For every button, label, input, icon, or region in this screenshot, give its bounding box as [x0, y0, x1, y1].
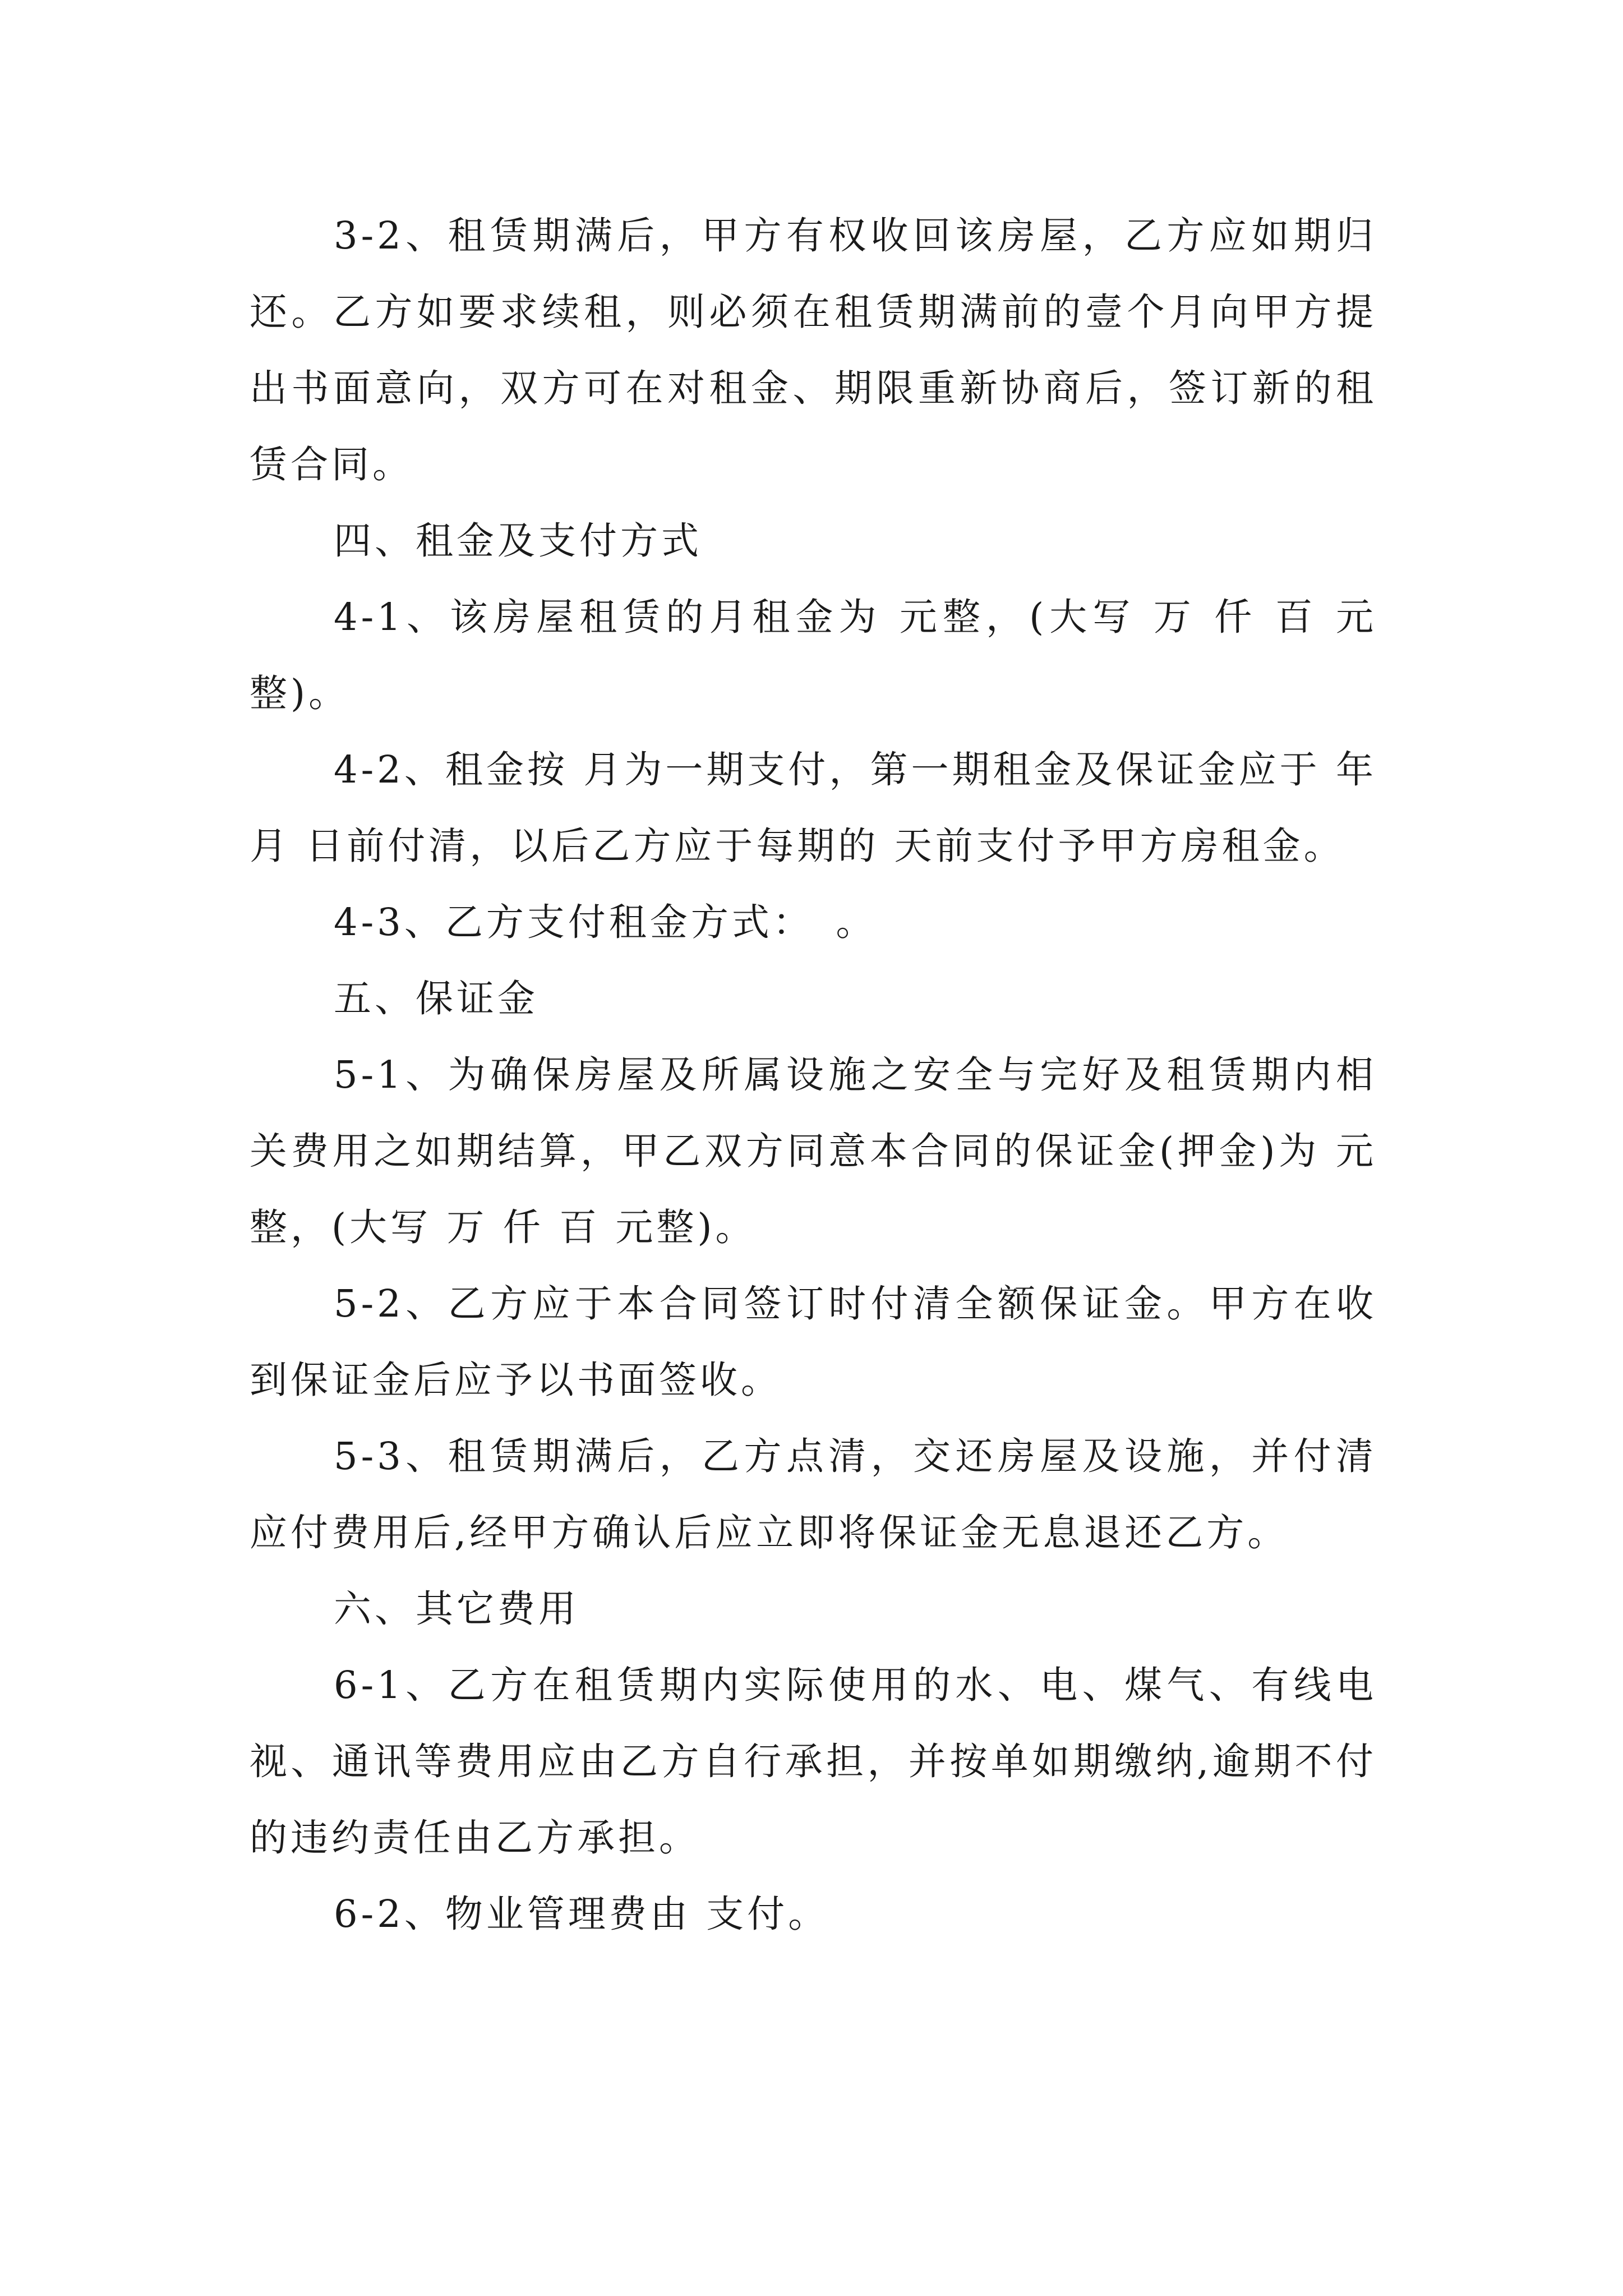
clause-3-2: 3-2、租赁期满后，甲方有权收回该房屋，乙方应如期归还。乙方如要求续租，则必须在租赁期满前的壹个月向甲方提出书面意向，双方可在对租金、期限重新协商后，签订新的租赁合同。 — [250, 214, 1377, 486]
section-heading-other-fees: 六、其它费用 — [334, 1587, 579, 1631]
document-body — [250, 197, 1377, 1952]
clause-6-2: 6-2、物业管理费由 支付。 — [334, 1892, 829, 1936]
clause-5-2: 5-2、乙方应于本合同签订时付清全额保证金。甲方在收到保证金后应予以书面签收。 — [250, 1282, 1377, 1402]
section-heading-rent-payment: 四、租金及支付方式 — [334, 519, 702, 563]
clause-6-1: 6-1、乙方在租赁期内实际使用的水、电、煤气、有线电视、通讯等费用应由乙方自行承担，并按单如期缴纳,逾期不付的违约责任由乙方承担。 — [250, 1663, 1377, 1860]
clause-4-2: 4-2、租金按 月为一期支付，第一期租金及保证金应于 年 月 日前付清，以后乙方应于每期的 天前支付予甲方房租金。 — [250, 748, 1377, 868]
clause-5-3: 5-3、租赁期满后，乙方点清，交还房屋及设施，并付清应付费用后,经甲方确认后应立即将保证金无息退还乙方。 — [250, 1434, 1377, 1554]
clause-4-3: 4-3、乙方支付租金方式： 。 — [334, 900, 877, 944]
section-heading-deposit: 五、保证金 — [334, 977, 538, 1020]
clause-5-1: 5-1、为确保房屋及所属设施之安全与完好及租赁期内相关费用之如期结算，甲乙双方同意本合同的保证金(押金)为 元整，(大写 万 仟 百 元整)。 — [250, 1053, 1377, 1249]
clause-4-1: 4-1、该房屋租赁的月租金为 元整，(大写 万 仟 百 元整)。 — [250, 595, 1377, 715]
